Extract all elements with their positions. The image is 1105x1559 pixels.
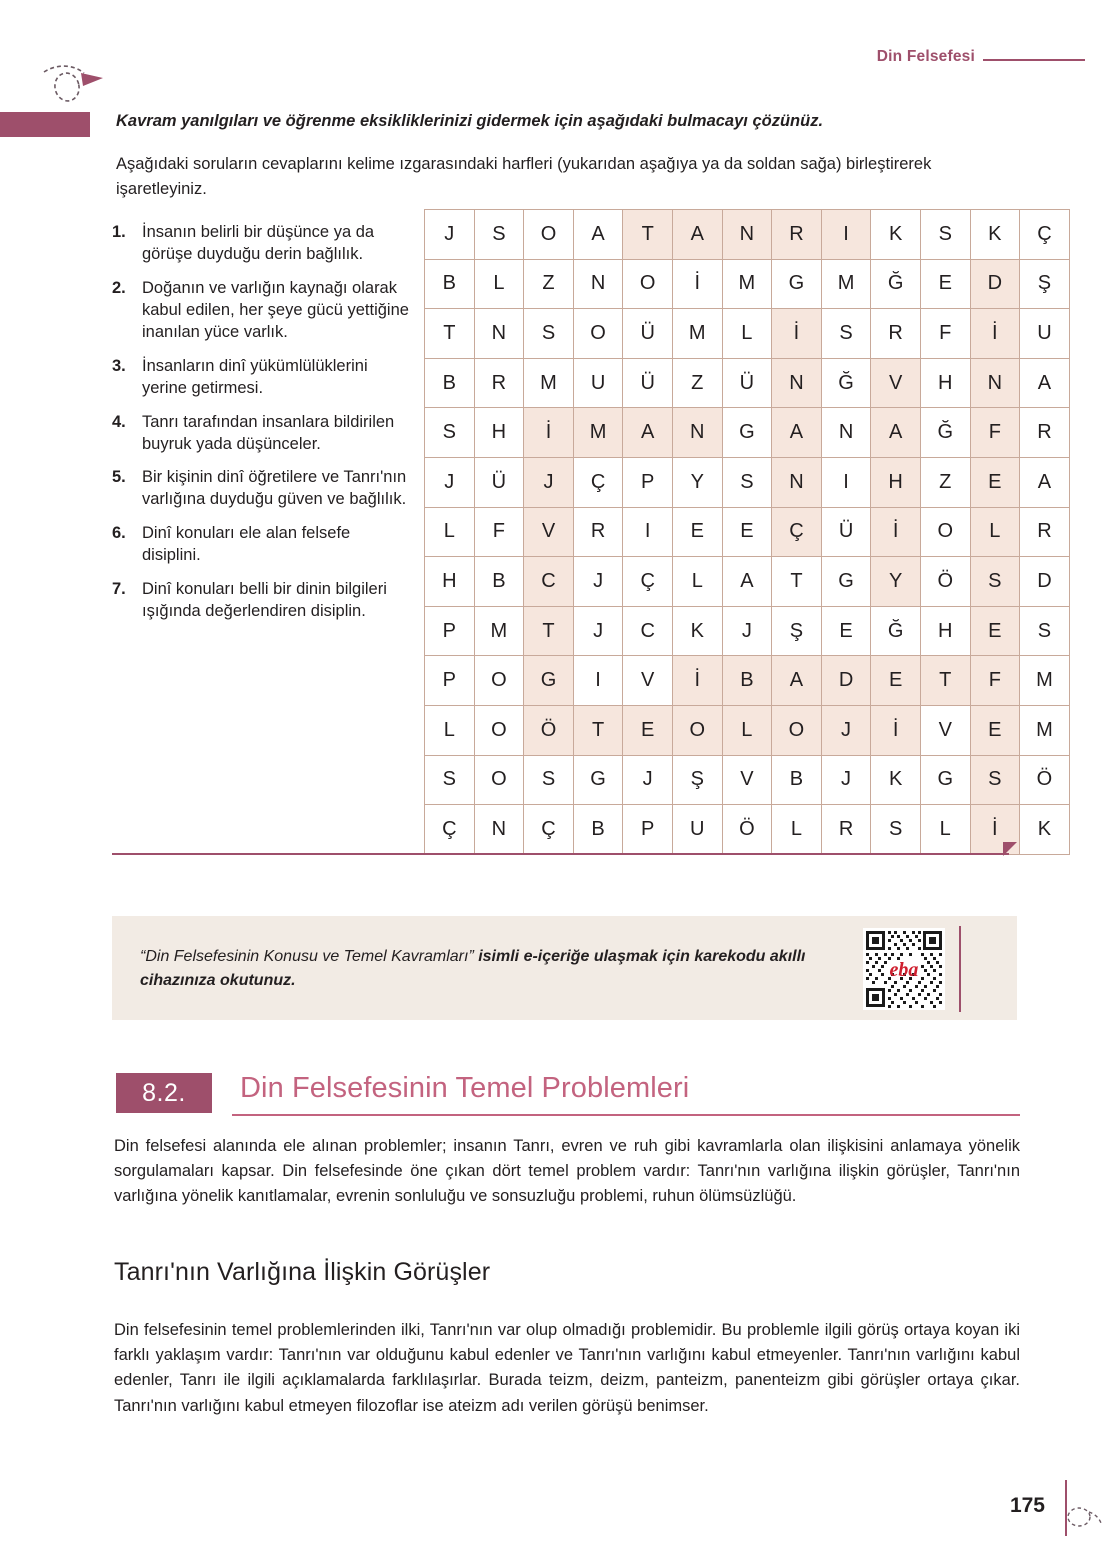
word-grid-cell[interactable]: S [1020, 606, 1070, 656]
word-grid-cell[interactable]: N [573, 259, 623, 309]
word-grid-cell[interactable]: E [970, 606, 1020, 656]
question-text: İnsanın belirli bir düşünce ya da görüşe duyduğu derin bağlılık. [142, 223, 375, 263]
word-grid-cell[interactable]: N [474, 805, 524, 855]
word-grid-cell[interactable]: Ğ [871, 259, 921, 309]
word-grid-cell[interactable]: İ [772, 309, 822, 359]
word-grid-cell[interactable]: A [1020, 358, 1070, 408]
subsection-paragraph: Din felsefesinin temel problemlerinden ilki, Tanrı'nın var olup olmadığı problemidir. Bu problemle ilgili görüş ortaya koyan iki farklı yaklaşım vardır: Tanrı'nın var olduğunu kabul edenler ve Tanrı'nın varlığını kabul etmeyenler. Tanrı'nın varlığını kabul edenler, Tanrı ile ilgili açıklamalarda farklılaşırlar. Burada teizm, deizm, panteizm, panenteizm gibi görüşler ortaya çıkar. Tanrı'nın varlığını kabul etmeyen filozoflar ise ateizm adı verilen görüşü benimser. [114, 1321, 1020, 1415]
word-grid-cell[interactable]: T [573, 705, 623, 755]
word-grid-cell[interactable]: K [1020, 805, 1070, 855]
word-grid-cell[interactable]: E [821, 606, 871, 656]
question-text: Dinî konuları ele alan felsefe disiplini. [142, 524, 351, 565]
word-grid-cell[interactable]: S [524, 755, 574, 805]
word-grid-cell[interactable]: L [425, 705, 475, 755]
questions-list [112, 222, 412, 635]
word-grid-row [425, 408, 1070, 458]
word-grid-cell[interactable]: L [722, 309, 772, 359]
word-grid-row [425, 358, 1070, 408]
word-grid-cell[interactable]: M [573, 408, 623, 458]
question-number: 5. [112, 468, 126, 487]
word-grid-cell[interactable]: S [871, 805, 921, 855]
qr-callout-box [112, 916, 1017, 1020]
word-grid-cell[interactable]: J [623, 755, 673, 805]
word-grid-cell[interactable]: Ç [524, 805, 574, 855]
word-grid-cell[interactable]: S [970, 755, 1020, 805]
word-grid-cell[interactable]: A [623, 408, 673, 458]
word-grid-cell[interactable]: T [920, 656, 970, 706]
question-number: 6. [112, 524, 126, 543]
word-grid-cell[interactable]: S [821, 309, 871, 359]
section-title: Din Felsefesinin Temel Problemleri [240, 1072, 690, 1104]
word-grid-cell[interactable]: K [871, 210, 921, 260]
word-grid-cell[interactable]: N [474, 309, 524, 359]
word-grid-cell[interactable]: L [425, 507, 475, 557]
word-grid-cell[interactable]: B [425, 259, 475, 309]
question-item [112, 467, 412, 511]
word-grid-cell[interactable]: I [821, 210, 871, 260]
question-item [112, 579, 412, 623]
word-grid-cell[interactable]: I [573, 656, 623, 706]
header-title: Din Felsefesi [876, 48, 975, 65]
word-grid-cell[interactable]: T [425, 309, 475, 359]
word-grid-cell[interactable]: L [772, 805, 822, 855]
word-search-grid [424, 209, 1070, 855]
qr-callout-quoted: “Din Felsefesinin Konusu ve Temel Kavramları” [140, 948, 474, 965]
word-grid-cell[interactable]: O [920, 507, 970, 557]
word-grid-cell[interactable]: F [920, 309, 970, 359]
word-grid-cell[interactable]: O [474, 755, 524, 805]
question-text: Bir kişinin dinî öğretilere ve Tanrı'nın varlığına duyduğu güven ve bağlılık. [142, 468, 407, 509]
word-grid-cell[interactable]: T [623, 210, 673, 260]
word-grid-cell[interactable]: G [772, 259, 822, 309]
word-grid-cell[interactable]: Z [920, 457, 970, 507]
word-grid-cell[interactable]: H [871, 457, 921, 507]
word-grid-cell[interactable]: H [920, 606, 970, 656]
question-text: Doğanın ve varlığın kaynağı olarak kabul edilen, her şeye gücü yettiğine inanılan yüce varlık. [142, 278, 409, 341]
decorative-swirl-arrow-icon [1063, 1500, 1105, 1534]
word-grid-cell[interactable]: T [524, 606, 574, 656]
question-item [112, 278, 412, 344]
qr-callout-rest: isimli e-içeriğe ulaşmak için karekodu akıllı cihazınıza okutunuz. [140, 948, 806, 989]
word-grid-cell[interactable]: A [772, 656, 822, 706]
word-grid-cell[interactable]: A [1020, 457, 1070, 507]
word-grid-cell[interactable]: Ö [1020, 755, 1070, 805]
question-item [112, 412, 412, 456]
grid-bottom-rule [112, 853, 1009, 855]
intro-bold-line: Kavram yanılgıları ve öğrenme eksikliklerinizi gidermek için aşağıdaki bulmacayı çözünüz. [116, 112, 824, 130]
word-grid-cell[interactable]: S [920, 210, 970, 260]
word-grid-cell[interactable]: R [821, 805, 871, 855]
section-paragraph: Din felsefesi alanında ele alınan problemler; insanın Tanrı, evren ve ruh gibi kavramlarla olan ilişkisini anlamaya yönelik sorgulamaları kapsar. Din felsefesinde öne çıkan dört temel problem vardır: Tanrı'nın varlığına ilişkin görüşler, Tanrı'nın varlığına yönelik kanıtlamalar, evrenin sonluluğu ve sonsuzluğu problemi, ruhun ölümsüzlüğü. [114, 1137, 1020, 1206]
word-grid-cell[interactable]: O [474, 656, 524, 706]
question-number: 1. [112, 223, 126, 241]
word-grid-cell[interactable]: G [524, 656, 574, 706]
word-grid-cell[interactable]: S [425, 755, 475, 805]
word-grid-cell[interactable]: D [821, 656, 871, 706]
word-grid-cell[interactable]: Ö [920, 557, 970, 607]
word-grid-cell[interactable]: E [672, 507, 722, 557]
word-grid-cell[interactable]: Ş [672, 755, 722, 805]
word-grid-cell[interactable]: V [871, 358, 921, 408]
word-grid-cell[interactable]: Ç [573, 457, 623, 507]
question-text: Tanrı tarafından insanlara bildirilen buyruk yada düşünceler. [142, 412, 395, 453]
grid-rule-arrow-icon [1003, 842, 1017, 856]
word-grid-cell[interactable]: F [970, 408, 1020, 458]
question-item [112, 356, 412, 400]
word-grid-cell[interactable]: U [573, 358, 623, 408]
word-grid-cell[interactable]: M [672, 309, 722, 359]
word-grid-row [425, 507, 1070, 557]
word-grid-cell[interactable]: P [425, 656, 475, 706]
section-underline [232, 1114, 1020, 1116]
word-grid-cell[interactable]: D [970, 259, 1020, 309]
word-grid-row [425, 705, 1070, 755]
word-grid-cell[interactable]: N [970, 358, 1020, 408]
word-grid-cell[interactable]: J [821, 705, 871, 755]
word-grid-row [425, 656, 1070, 706]
question-text: İnsanların dinî yükümlülüklerini yerine getirmesi. [142, 356, 368, 397]
word-grid-cell[interactable]: C [524, 557, 574, 607]
question-number: 3. [112, 356, 126, 375]
word-grid-cell[interactable]: J [425, 457, 475, 507]
word-grid-cell[interactable]: G [821, 557, 871, 607]
qr-code-icon[interactable] [863, 928, 945, 1010]
word-grid-cell[interactable]: A [722, 557, 772, 607]
word-grid-cell[interactable]: Ğ [871, 606, 921, 656]
word-grid-cell[interactable]: M [722, 259, 772, 309]
word-grid-cell[interactable]: B [425, 358, 475, 408]
question-item [112, 523, 412, 567]
word-grid-cell[interactable]: N [772, 358, 822, 408]
word-grid-cell[interactable]: N [722, 210, 772, 260]
word-grid-cell[interactable]: Y [871, 557, 921, 607]
word-grid-cell[interactable]: R [772, 210, 822, 260]
word-grid-cell[interactable]: A [573, 210, 623, 260]
word-grid-cell[interactable]: Ç [623, 557, 673, 607]
question-text: Dinî konuları belli bir dinin bilgileri ışığında değerlendiren disiplin. [142, 580, 387, 621]
word-grid-row [425, 457, 1070, 507]
word-grid-cell[interactable]: P [623, 805, 673, 855]
word-grid-cell[interactable]: Ğ [821, 358, 871, 408]
word-grid-cell[interactable]: Ç [772, 507, 822, 557]
word-grid-cell[interactable]: V [722, 755, 772, 805]
word-grid-cell[interactable]: Ü [474, 457, 524, 507]
word-grid-cell[interactable]: Z [672, 358, 722, 408]
word-grid-cell[interactable]: L [722, 705, 772, 755]
word-grid-cell[interactable]: Ş [772, 606, 822, 656]
word-grid-cell[interactable]: O [623, 259, 673, 309]
word-grid-cell[interactable]: N [672, 408, 722, 458]
word-grid-cell[interactable]: E [970, 705, 1020, 755]
word-grid-cell[interactable]: M [1020, 656, 1070, 706]
word-grid-cell[interactable]: İ [970, 309, 1020, 359]
word-grid-cell[interactable]: L [474, 259, 524, 309]
word-grid-cell[interactable]: Ç [425, 805, 475, 855]
word-grid-cell[interactable]: J [573, 557, 623, 607]
word-grid-row [425, 805, 1070, 855]
left-accent-tab [0, 112, 90, 137]
word-grid-cell[interactable]: H [474, 408, 524, 458]
word-grid-cell[interactable]: L [970, 507, 1020, 557]
word-grid-cell[interactable]: C [623, 606, 673, 656]
word-grid-cell[interactable]: İ [524, 408, 574, 458]
word-grid-cell[interactable]: T [772, 557, 822, 607]
word-grid-cell[interactable]: S [524, 309, 574, 359]
question-number: 4. [112, 412, 126, 431]
word-grid-cell[interactable]: P [425, 606, 475, 656]
word-grid-cell[interactable]: O [772, 705, 822, 755]
word-grid-cell[interactable]: M [821, 259, 871, 309]
header-rule [983, 59, 1085, 61]
word-grid-cell[interactable]: İ [871, 507, 921, 557]
qr-callout-text [140, 945, 860, 993]
word-grid-cell[interactable]: Ü [821, 507, 871, 557]
word-grid-cell[interactable]: Ğ [920, 408, 970, 458]
intro-instruction: Aşağıdaki soruların cevaplarını kelime ızgarasındaki harfleri (yukarıdan aşağıya ya da soldan sağa) birleştirerek işaretleyiniz. [116, 155, 932, 198]
word-grid-cell[interactable]: R [1020, 507, 1070, 557]
qr-divider [959, 926, 961, 1012]
word-grid-cell[interactable]: M [474, 606, 524, 656]
word-grid-cell[interactable]: Ç [1020, 210, 1070, 260]
eba-logo-text: eba [889, 959, 919, 981]
word-grid-cell[interactable]: G [722, 408, 772, 458]
word-grid-cell[interactable]: B [722, 656, 772, 706]
word-grid-row [425, 210, 1070, 260]
word-grid-cell[interactable]: Ü [623, 358, 673, 408]
word-grid-cell[interactable]: İ [871, 705, 921, 755]
subsection-heading: Tanrı'nın Varlığına İlişkin Görüşler [114, 1258, 491, 1286]
word-grid-cell[interactable]: E [970, 457, 1020, 507]
word-grid-cell[interactable]: L [672, 557, 722, 607]
word-grid-cell[interactable]: J [722, 606, 772, 656]
word-grid-cell[interactable]: Ü [623, 309, 673, 359]
question-number: 2. [112, 278, 126, 297]
word-grid-cell[interactable]: S [425, 408, 475, 458]
word-grid-cell[interactable]: J [573, 606, 623, 656]
word-grid-cell[interactable]: A [672, 210, 722, 260]
word-grid-cell[interactable]: B [772, 755, 822, 805]
word-grid-row [425, 755, 1070, 805]
word-grid-cell[interactable]: İ [672, 656, 722, 706]
question-number: 7. [112, 580, 126, 599]
word-grid-cell[interactable]: O [573, 309, 623, 359]
word-grid-cell[interactable]: K [871, 755, 921, 805]
word-grid-row [425, 606, 1070, 656]
word-grid-cell[interactable]: G [920, 755, 970, 805]
word-grid-cell[interactable]: Z [524, 259, 574, 309]
word-grid-cell[interactable]: L [920, 805, 970, 855]
word-grid-row [425, 259, 1070, 309]
word-grid-cell[interactable]: E [920, 259, 970, 309]
word-grid-cell[interactable]: I [623, 507, 673, 557]
page-header [0, 48, 1105, 78]
question-item [112, 222, 412, 266]
word-grid-cell[interactable]: J [821, 755, 871, 805]
word-grid-cell[interactable]: Y [672, 457, 722, 507]
section-number-badge: 8.2. [116, 1073, 212, 1113]
word-grid-cell[interactable]: K [970, 210, 1020, 260]
word-grid-cell[interactable]: U [1020, 309, 1070, 359]
word-grid-cell[interactable]: A [772, 408, 822, 458]
word-grid-row [425, 309, 1070, 359]
word-grid-cell[interactable]: İ [672, 259, 722, 309]
word-grid-cell[interactable]: B [474, 557, 524, 607]
word-grid-cell[interactable]: S [970, 557, 1020, 607]
word-grid-cell[interactable]: G [573, 755, 623, 805]
word-grid-cell[interactable]: J [524, 457, 574, 507]
word-grid-cell[interactable]: R [1020, 408, 1070, 458]
word-grid-cell[interactable]: U [672, 805, 722, 855]
word-grid-cell[interactable]: K [672, 606, 722, 656]
word-grid-cell[interactable]: N [821, 408, 871, 458]
word-grid-cell[interactable]: D [1020, 557, 1070, 607]
word-grid-cell[interactable]: R [573, 507, 623, 557]
word-grid-cell[interactable]: M [1020, 705, 1070, 755]
word-grid-cell[interactable]: S [722, 457, 772, 507]
word-grid-cell[interactable]: O [524, 210, 574, 260]
word-grid-cell[interactable]: E [623, 705, 673, 755]
word-grid-row [425, 557, 1070, 607]
word-grid-cell[interactable]: Ş [1020, 259, 1070, 309]
word-grid-cell[interactable]: I [821, 457, 871, 507]
word-grid-cell[interactable]: A [871, 408, 921, 458]
word-grid-cell[interactable]: O [672, 705, 722, 755]
word-grid-cell[interactable]: H [425, 557, 475, 607]
word-grid-cell[interactable]: F [970, 656, 1020, 706]
decorative-swirl-arrow-icon [40, 55, 120, 107]
word-search-table [424, 209, 1070, 855]
page-number: 175 [1009, 1494, 1045, 1517]
word-grid-cell[interactable]: İ [970, 805, 1020, 855]
word-grid-cell[interactable]: Ö [524, 705, 574, 755]
word-grid-cell[interactable]: R [871, 309, 921, 359]
word-grid-cell[interactable]: R [474, 358, 524, 408]
word-grid-cell[interactable]: Ö [722, 805, 772, 855]
word-grid-cell[interactable]: S [474, 210, 524, 260]
word-grid-cell[interactable]: V [623, 656, 673, 706]
word-grid-cell[interactable]: E [871, 656, 921, 706]
word-grid-cell[interactable]: N [772, 457, 822, 507]
word-grid-cell[interactable]: O [474, 705, 524, 755]
word-grid-cell[interactable]: V [920, 705, 970, 755]
word-grid-cell[interactable]: M [524, 358, 574, 408]
word-grid-cell[interactable]: E [722, 507, 772, 557]
word-grid-cell[interactable]: Ü [722, 358, 772, 408]
word-grid-cell[interactable]: P [623, 457, 673, 507]
word-grid-cell[interactable]: B [573, 805, 623, 855]
word-grid-cell[interactable]: H [920, 358, 970, 408]
word-grid-cell[interactable]: V [524, 507, 574, 557]
word-grid-cell[interactable]: F [474, 507, 524, 557]
word-grid-cell[interactable]: J [425, 210, 475, 260]
